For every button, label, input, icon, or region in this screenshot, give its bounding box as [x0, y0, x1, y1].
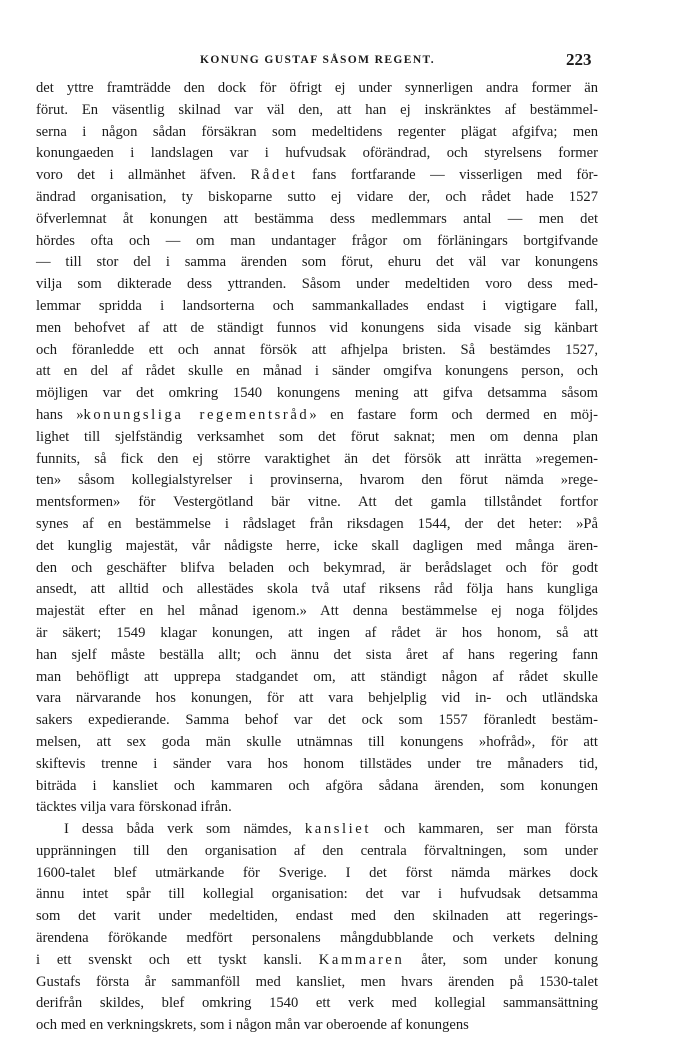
text-line: ändrad organisation, ty biskoparne sutto ej vidare der, och rådet hade 1527 [36, 188, 598, 205]
text-line: han sjelf måste beställa allt; och ännu det sista året af hans regering fann [36, 646, 598, 663]
text-line: majestät efter en hel månad igenom.» Att denna bestämmelse ej noga följdes [36, 603, 598, 620]
text-line: det yttre framträdde den dock för öfrigt ej under synnerligen andra former än [36, 80, 598, 96]
text-line: synes af en bestämmelse i rådslaget från riksdagen 1544, der det heter: »På [36, 515, 598, 532]
text-segment: I dessa båda verk som nämdes, [64, 821, 292, 838]
text-line: 1600-talet blef utmärkande för Sverige. I det först nämda märkes dock [36, 864, 598, 881]
text-line: funnits, så fick den ej större varaktighet än det försök att inrätta »regemen- [36, 450, 598, 467]
text-segment: , som under konung [442, 951, 598, 968]
text-line: lemmar spridda i landsorterna och sammankallades endast i vigtigare fall, [36, 297, 598, 314]
text-line: som det varit under medeltiden, endast med den skilnaden att regerings- [36, 908, 598, 925]
text-line: skiftevis trenne i sänder vara hos honom tillstädes under tre månaders tid, [36, 755, 598, 772]
emphasis-radet: Rådet [250, 167, 298, 184]
text-line: biträda i kansliet och kammaren och afgöra sådana ärenden, som konungen [36, 777, 598, 794]
text-line: ansedt, att alltid och allestädes skola två utaf riksens råd följa hans kungliga [36, 581, 598, 598]
text-line: täcktes vilja vara förskonad ifrån. [36, 799, 232, 816]
text-line: melsen, att sex goda män skulle utnämnas till konungens »hofråd», för att [36, 733, 598, 750]
text-line: ten» såsom kollegialstyrelser i provinserna, hvarom den förut nämda »rege- [36, 472, 598, 489]
emphasis-konungsliga: konungsliga regementsråd [83, 406, 310, 423]
text-line [36, 165, 598, 187]
text-line [36, 819, 598, 841]
text-segment: och kammaren, ser man första [371, 821, 598, 838]
body-text [36, 78, 598, 1037]
text-line: hördes ofta och — om man undantager frågor om förläningars bortgifvande [36, 232, 598, 249]
emphasis-kansliet: kansliet [304, 821, 372, 838]
page-number: 223 [566, 50, 592, 69]
text-segment: voro det i allmänhet äfven. [36, 167, 237, 184]
text-line: öfverlemnat åt konungen att bestämma dess medlemmars antal — men det [36, 210, 598, 227]
text-line: är säkert; 1549 klagar konungen, att ingen af rådet är hos honom, så att [36, 624, 598, 641]
text-segment: fans [297, 167, 351, 184]
running-title: KONUNG GUSTAF SÅSOM REGENT. [200, 54, 436, 66]
text-line: att en del af rådet skulle en månad i sänder omgifva konungens person, och [36, 363, 598, 380]
text-line [36, 405, 598, 427]
text-line: och föranledde ett och annat försök att afhjelpa bristen. Så bestämdes 1527, [36, 341, 598, 358]
text-line: lighet till sjelfständig verksamhet som det förut saknat; men om denna plan [36, 428, 598, 445]
emphasis-kammaren: Kammaren [318, 951, 405, 968]
text-segment: åter [404, 951, 443, 968]
text-line: möjligen var det omkring 1540 konungens mening att gifva detsamma såsom [36, 385, 598, 402]
text-line: mentsformen» för Vestergötland bär vitne. Att det gamla tillståndet fortfor [36, 494, 598, 511]
text-line: ärendena förökande medfört personalens mångdubblande och verkets delning [36, 930, 598, 947]
text-segment: » en fastare form och dermed en möj- [309, 406, 598, 423]
text-line: serna i någon sådan försäkran som medeltidens regenter plägat afgifva; men [36, 123, 598, 140]
text-line: förut. En väsentlig skilnad var väl den, att han ej inskränktes af bestämmel- [36, 101, 598, 118]
paragraph-2 [36, 819, 598, 1037]
text-segment: i ett svenskt och ett tyskt kansli. [36, 951, 302, 968]
text-segment: fortfarande — visserligen med för- [350, 167, 598, 184]
text-line: derifrån skildes, blef omkring 1540 ett verk med kollegial sammansättning [36, 995, 598, 1012]
text-line: och med en verkningskrets, som i någon mån var oberoende af konungens [36, 1017, 469, 1034]
text-line: men behofvet af att de ständigt funnos vid konungens sida visade sig känbart [36, 319, 598, 336]
text-line: — till stor del i samma ärenden som förut, ehuru det väl var konungens [36, 254, 598, 271]
text-line: den och geschäfter blifva beladen och bekymrad, är berådslaget och för godt [36, 559, 598, 576]
text-line: vara närvarande hos konungen, för att vara behjelplig vid in- och utländska [36, 690, 598, 707]
text-line: sakers expedierande. Samma behof var det ock som 1557 föranledt bestäm- [36, 712, 598, 729]
text-segment: hans » [36, 406, 84, 423]
text-line: vilja som dikterade dess yttranden. Såsom under medeltiden voro dess med- [36, 276, 598, 293]
text-line: man behöfligt att upprepa stadgandet om, att ständigt någon af rådet skulle [36, 668, 598, 685]
text-line: ännu intet spår till kollegial organisation: det var i hufvudsak detsamma [36, 886, 598, 903]
text-line: uppränningen till den organisation af den centrala förvaltningen, som under [36, 842, 598, 859]
page-header [0, 50, 700, 74]
text-line [36, 950, 598, 972]
paragraph-1 [36, 78, 598, 819]
text-line: det kunglig majestät, vår nådigste herre, icke skall dagligen med många ären- [36, 537, 598, 554]
text-line: Gustafs första år sammanföll med kansliet, men hvars ärenden på 1530-talet [36, 973, 598, 990]
text-line: konungaeden i landslagen var i hufvudsak oförändrad, och styrelsens former [36, 145, 598, 162]
